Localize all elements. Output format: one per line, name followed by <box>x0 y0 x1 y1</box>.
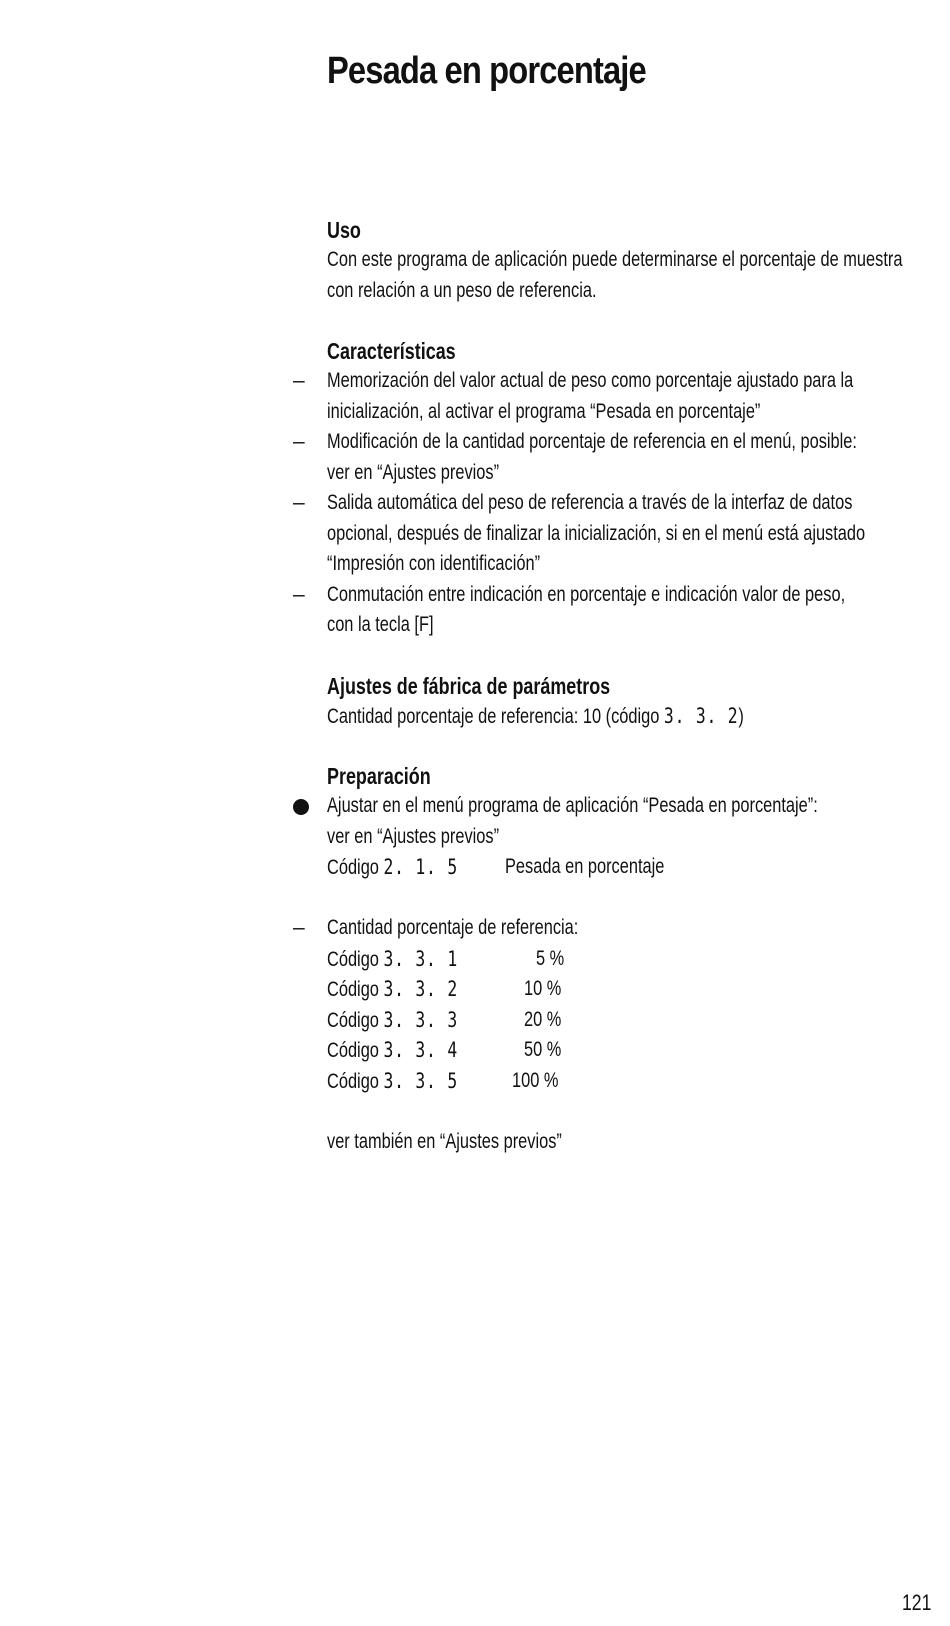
ajustes-text: Cantidad porcentaje de referencia: 10 (código 3. 3. 2) <box>327 703 744 728</box>
lcd-code: 2. 1. 5 <box>383 855 458 879</box>
code-row: Código 3. 3. 1 5 % <box>327 944 927 975</box>
code-row: Código 3. 3. 3 20 % <box>327 1005 927 1036</box>
percent-value: 10 % <box>524 977 562 1000</box>
lcd-code: 3. 3. 3 <box>383 1007 458 1032</box>
lcd-code: 3. 3. 2 <box>383 977 458 1001</box>
dash-bullet: – <box>293 582 305 606</box>
code-row: Código 2. 1. 5 Pesada en porcentaje <box>327 852 927 883</box>
uso-line: con relación a un peso de referencia. <box>327 278 597 302</box>
uso-heading: Uso <box>327 217 361 243</box>
see-also-text: ver también en “Ajustes previos” <box>327 1129 562 1153</box>
list-item: – Modificación de la cantidad porcentaje de referencia en el menú, posible: <box>327 427 927 458</box>
preparacion-steps: Ajustar en el menú programa de aplicación “Pesada en porcentaje”: ver en “Ajustes previos” Código 2. 1. 5 Pesada en porcentaje – Cantidad porcentaje de referencia: Código 3. 3. 1 5 % Código 3. 3. 2 10 % Código 3. 3. 3 20 % Código 3. 3. 4 50 % Código 3. 3. 5 100 % ver también en “Ajustes previos” <box>327 791 927 1157</box>
percent-value: 5 % <box>535 946 565 970</box>
caracteristicas-list: – Memorización del valor actual de peso como porcentaje ajustado para la inicialización, al activar el programa “Pesada en porcentaje” – Modificación de la cantidad porcentaje de referencia en el menú, posible: ver en “Ajustes previos” – Salida automática del peso de referencia a través de la interfaz de datos opcional, después de finalizar la inicialización, si en el menú está ajustado “Impresión con identificación” – Conmutación entre indicación en porcentaje e indicación valor de peso, con la tecla [F] <box>327 366 927 641</box>
code-row: Código 3. 3. 5 100 % <box>327 1066 927 1097</box>
page-title: Pesada en porcentaje <box>327 50 646 92</box>
uso-line: Con este programa de aplicación puede determinarse el porcentaje de muestra <box>327 248 903 271</box>
list-item: – Cantidad porcentaje de referencia: <box>327 913 927 944</box>
dash-bullet: – <box>293 916 305 939</box>
dash-bullet: – <box>293 369 305 392</box>
list-item: Ajustar en el menú programa de aplicación “Pesada en porcentaje”: <box>327 791 927 822</box>
filled-circle-icon <box>293 799 309 815</box>
dash-bullet: – <box>293 491 305 514</box>
page-content <box>293 215 927 1157</box>
list-item: – Memorización del valor actual de peso como porcentaje ajustado para la <box>327 366 927 397</box>
lcd-code: 3. 3. 4 <box>383 1038 458 1062</box>
list-item: – Conmutación entre indicación en porcentaje e indicación valor de peso, <box>327 580 927 611</box>
lcd-code: 3. 3. 1 <box>383 946 458 971</box>
page-number: 121 <box>902 1590 932 1615</box>
code-row: Código 3. 3. 4 50 % <box>327 1035 927 1066</box>
lcd-code: 3. 3. 2 <box>663 703 739 728</box>
caracteristicas-heading: Características <box>327 338 456 364</box>
code-row: Código 3. 3. 2 10 % <box>327 974 927 1005</box>
uso-text <box>327 245 927 306</box>
percent-value: 20 % <box>524 1007 562 1031</box>
percent-value: 100 % <box>512 1068 559 1092</box>
preparacion-heading: Preparación <box>327 763 431 789</box>
percent-value: 50 % <box>524 1038 562 1061</box>
lcd-code: 3. 3. 5 <box>383 1068 458 1093</box>
dash-bullet: – <box>293 430 305 453</box>
ajustes-heading: Ajustes de fábrica de parámetros <box>327 672 611 699</box>
list-item: – Salida automática del peso de referencia a través de la interfaz de datos <box>327 488 927 519</box>
code-description: Pesada en porcentaje <box>505 855 665 878</box>
